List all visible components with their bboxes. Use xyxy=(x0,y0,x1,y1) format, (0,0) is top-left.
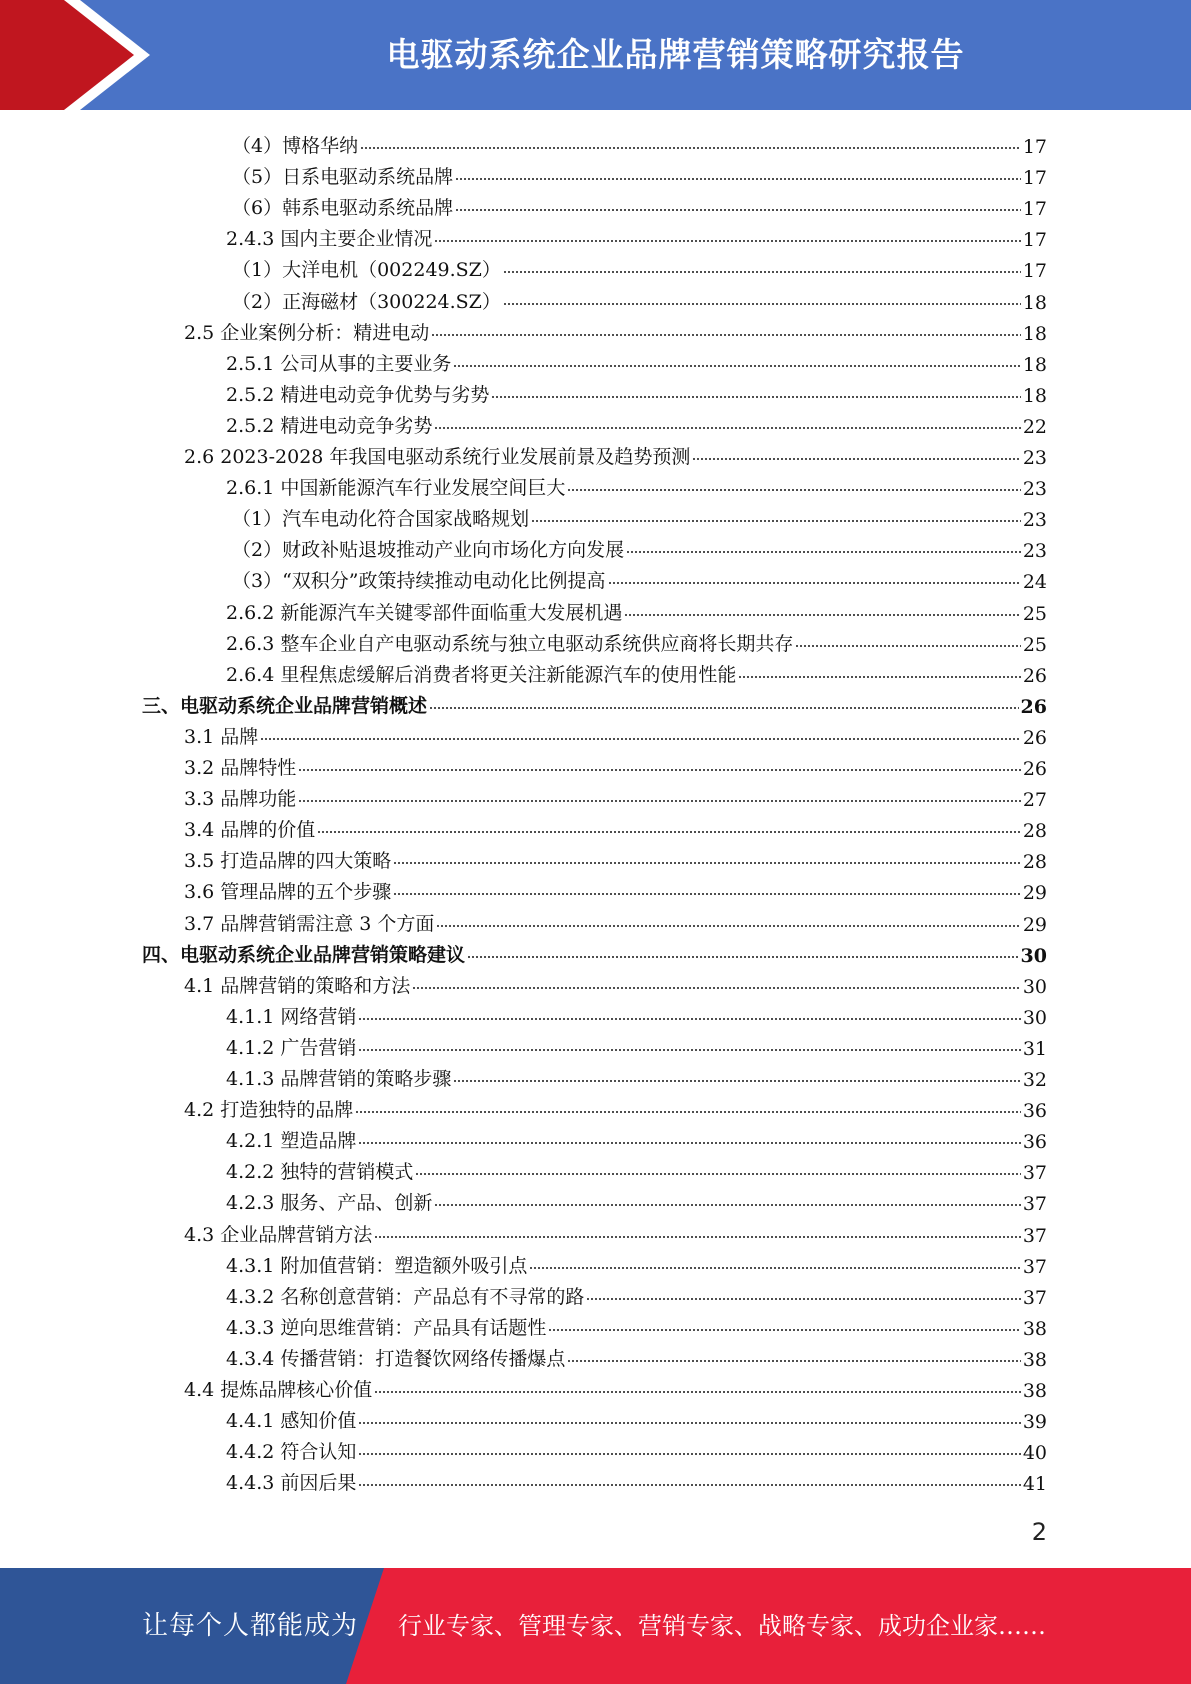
toc-dot-leader xyxy=(358,1047,1020,1053)
toc-dot-leader xyxy=(358,1140,1020,1146)
toc-entry-page: 18 xyxy=(1022,385,1047,407)
toc-dot-leader xyxy=(298,767,1021,773)
toc-entry-label: 2.6.2 新能源汽车关键零部件面临重大发展机遇 xyxy=(226,602,623,624)
toc-dot-leader xyxy=(415,1171,1020,1177)
toc-entry-page: 32 xyxy=(1022,1069,1047,1091)
toc-dot-leader xyxy=(529,1265,1020,1271)
toc-entry-label: 4.3.1 附加值营销：塑造额外吸引点 xyxy=(226,1255,528,1277)
toc-entry-label: 3.1 品牌 xyxy=(184,726,259,748)
toc-dot-leader xyxy=(586,1296,1020,1302)
toc-entry[interactable] xyxy=(184,1216,1047,1247)
toc-entry[interactable] xyxy=(226,220,1047,251)
toc-entry-label: 4.1.1 网络营销 xyxy=(226,1006,357,1028)
toc-entry-page: 40 xyxy=(1022,1442,1047,1464)
toc-entry-page: 41 xyxy=(1022,1473,1047,1495)
toc-entry-label: 2.4.3 国内主要企业情况 xyxy=(226,228,433,250)
toc-entry[interactable] xyxy=(226,1309,1047,1340)
toc-entry[interactable] xyxy=(226,1433,1047,1464)
toc-dot-leader xyxy=(692,456,1020,462)
toc-entry-page: 23 xyxy=(1022,447,1047,469)
toc-entry[interactable] xyxy=(142,687,1047,718)
toc-entry-label: 2.6.4 里程焦虑缓解后消费者将更关注新能源汽车的使用性能 xyxy=(226,664,737,686)
toc-entry-label: （1）大洋电机（002249.SZ） xyxy=(232,259,501,281)
toc-dot-leader xyxy=(626,549,1021,555)
toc-entry-page: 37 xyxy=(1022,1162,1047,1184)
toc-entry-label: 3.5 打造品牌的四大策略 xyxy=(184,850,392,872)
toc-dot-leader xyxy=(434,425,1020,431)
toc-entry-label: 4.1 品牌营销的策略和方法 xyxy=(184,975,411,997)
toc-dot-leader xyxy=(795,643,1020,649)
toc-entry[interactable] xyxy=(184,438,1047,469)
toc-entry[interactable] xyxy=(226,998,1047,1029)
toc-entry[interactable] xyxy=(232,127,1047,158)
toc-dot-leader xyxy=(429,705,1019,711)
toc-entry-label: 4.3.2 名称创意营销：产品总有不寻常的路 xyxy=(226,1286,585,1308)
toc-dot-leader xyxy=(455,176,1021,182)
toc-entry-page: 37 xyxy=(1022,1256,1047,1278)
toc-entry[interactable] xyxy=(226,1060,1047,1091)
toc-entry-page: 29 xyxy=(1022,882,1047,904)
toc-entry[interactable] xyxy=(226,469,1047,500)
toc-entry[interactable] xyxy=(184,811,1047,842)
toc-dot-leader xyxy=(360,145,1021,151)
toc-dot-leader xyxy=(453,1078,1020,1084)
toc-entry-page: 23 xyxy=(1022,478,1047,500)
toc-entry-label: 4.4.1 感知价值 xyxy=(226,1410,357,1432)
toc-entry-page: 27 xyxy=(1022,789,1047,811)
toc-entry[interactable] xyxy=(232,283,1047,314)
toc-entry[interactable] xyxy=(184,967,1047,998)
toc-dot-leader xyxy=(374,1234,1021,1240)
toc-entry-label: 4.3.4 传播营销：打造餐饮网络传播爆点 xyxy=(226,1348,566,1370)
toc-entry-label: 2.5 企业案例分析：精进电动 xyxy=(184,322,430,344)
toc-entry-label: 4.1.2 广告营销 xyxy=(226,1037,357,1059)
toc-entry-page: 24 xyxy=(1022,571,1047,593)
toc-entry-page: 30 xyxy=(1020,945,1047,967)
toc-dot-leader xyxy=(355,1109,1021,1115)
toc-entry[interactable] xyxy=(184,749,1047,780)
toc-entry[interactable] xyxy=(226,656,1047,687)
toc-entry[interactable] xyxy=(226,1402,1047,1433)
toc-dot-leader xyxy=(393,860,1021,866)
toc-entry-page: 22 xyxy=(1022,416,1047,438)
toc-dot-leader xyxy=(358,1451,1020,1457)
toc-dot-leader xyxy=(317,829,1021,835)
toc-entry-page: 17 xyxy=(1022,260,1047,282)
toc-entry-label: 2.6 2023-2028 年我国电驱动系统行业发展前景及趋势预测 xyxy=(184,446,691,468)
toc-entry-label: 3.2 品牌特性 xyxy=(184,757,297,779)
toc-entry-label: 三、电驱动系统企业品牌营销概述 xyxy=(142,695,428,717)
toc-entry-label: 2.5.1 公司从事的主要业务 xyxy=(226,353,452,375)
toc-entry-label: 2.5.2 精进电动竞争劣势 xyxy=(226,415,433,437)
footer-banner xyxy=(0,1568,1191,1684)
toc-dot-leader xyxy=(358,1016,1020,1022)
toc-dot-leader xyxy=(503,269,1021,275)
toc-dot-leader xyxy=(567,1358,1020,1364)
toc-dot-leader xyxy=(436,923,1020,929)
toc-entry[interactable] xyxy=(226,1153,1047,1184)
toc-entry-page: 29 xyxy=(1022,914,1047,936)
toc-entry-page: 30 xyxy=(1022,1007,1047,1029)
toc-entry-label: 3.6 管理品牌的五个步骤 xyxy=(184,881,392,903)
toc-entry-page: 17 xyxy=(1022,198,1047,220)
toc-entry-label: 3.3 品牌功能 xyxy=(184,788,297,810)
toc-entry[interactable] xyxy=(226,1247,1047,1278)
toc-dot-leader xyxy=(491,394,1020,400)
toc-entry[interactable] xyxy=(226,345,1047,376)
toc-entry-label: 4.3.3 逆向思维营销：产品具有话题性 xyxy=(226,1317,547,1339)
toc-entry-page: 36 xyxy=(1022,1131,1047,1153)
toc-entry-page: 28 xyxy=(1022,820,1047,842)
toc-entry-label: （2）财政补贴退坡推动产业向市场化方向发展 xyxy=(232,539,625,561)
toc-entry[interactable] xyxy=(232,189,1047,220)
header-banner xyxy=(0,0,1191,110)
toc-entry-label: 4.3 企业品牌营销方法 xyxy=(184,1224,373,1246)
toc-entry-page: 38 xyxy=(1022,1380,1047,1402)
toc-entry-page: 18 xyxy=(1022,354,1047,376)
toc-dot-leader xyxy=(298,798,1021,804)
toc-entry-page: 26 xyxy=(1020,696,1047,718)
document-title: 电驱动系统企业品牌营销策略研究报告 xyxy=(386,35,965,74)
toc-entry-label: （3）“双积分”政策持续推动电动化比例提高 xyxy=(232,570,606,592)
toc-entry-label: （1）汽车电动化符合国家战略规划 xyxy=(232,508,530,530)
toc-entry[interactable] xyxy=(184,1091,1047,1122)
toc-entry[interactable] xyxy=(184,1371,1047,1402)
header-red-chevron xyxy=(0,0,134,110)
toc-entry-page: 26 xyxy=(1022,727,1047,749)
toc-dot-leader xyxy=(453,363,1020,369)
toc-entry-label: 4.1.3 品牌营销的策略步骤 xyxy=(226,1068,452,1090)
toc-entry-label: （2）正海磁材（300224.SZ） xyxy=(232,291,501,313)
toc-entry-page: 36 xyxy=(1022,1100,1047,1122)
toc-dot-leader xyxy=(503,301,1021,307)
toc-entry[interactable] xyxy=(226,376,1047,407)
toc-entry-page: 17 xyxy=(1022,167,1047,189)
toc-entry[interactable] xyxy=(232,562,1047,593)
toc-entry-page: 37 xyxy=(1022,1287,1047,1309)
toc-dot-leader xyxy=(358,1482,1020,1488)
toc-entry-page: 37 xyxy=(1022,1225,1047,1247)
toc-entry[interactable] xyxy=(232,251,1047,282)
toc-dot-leader xyxy=(434,1202,1020,1208)
footer-roles: 行业专家、管理专家、营销专家、战略专家、成功企业家…… xyxy=(398,1612,1046,1640)
toc-entry-page: 25 xyxy=(1022,634,1047,656)
toc-dot-leader xyxy=(374,1389,1021,1395)
toc-entry-label: 3.4 品牌的价值 xyxy=(184,819,316,841)
toc-dot-leader xyxy=(531,518,1021,524)
toc-entry-label: 四、电驱动系统企业品牌营销策略建议 xyxy=(142,944,466,966)
toc-entry-label: 4.2 打造独特的品牌 xyxy=(184,1099,354,1121)
toc-entry-page: 18 xyxy=(1022,292,1047,314)
toc-entry[interactable] xyxy=(226,1029,1047,1060)
toc-entry[interactable] xyxy=(226,594,1047,625)
toc-entry-label: 2.6.1 中国新能源汽车行业发展空间巨大 xyxy=(226,477,566,499)
toc-entry-page: 39 xyxy=(1022,1411,1047,1433)
toc-dot-leader xyxy=(467,954,1019,960)
toc-entry-label: （4）博格华纳 xyxy=(232,135,359,157)
toc-entry[interactable] xyxy=(226,1184,1047,1215)
toc-dot-leader xyxy=(358,1420,1020,1426)
toc-dot-leader xyxy=(608,580,1021,586)
toc-entry-page: 38 xyxy=(1022,1349,1047,1371)
toc-entry-page: 17 xyxy=(1022,136,1047,158)
toc-entry-page: 25 xyxy=(1022,603,1047,625)
toc-entry[interactable] xyxy=(232,158,1047,189)
toc-dot-leader xyxy=(455,207,1021,213)
toc-entry-page: 26 xyxy=(1022,665,1047,687)
footer-slogan: 让每个人都能成为 xyxy=(142,1611,359,1641)
toc-entry-page: 37 xyxy=(1022,1193,1047,1215)
toc-entry[interactable] xyxy=(142,936,1047,967)
toc-entry-page: 26 xyxy=(1022,758,1047,780)
toc-entry[interactable] xyxy=(184,718,1047,749)
toc-entry-page: 23 xyxy=(1022,509,1047,531)
toc-entry[interactable] xyxy=(184,780,1047,811)
toc-entry-label: 2.6.3 整车企业自产电驱动系统与独立电驱动系统供应商将长期共存 xyxy=(226,633,794,655)
toc-dot-leader xyxy=(567,487,1020,493)
toc-dot-leader xyxy=(548,1327,1020,1333)
page-number: 2 xyxy=(1031,1518,1047,1546)
toc-entry-label: （5）日系电驱动系统品牌 xyxy=(232,166,454,188)
toc-entry-label: 4.2.3 服务、产品、创新 xyxy=(226,1192,433,1214)
toc-dot-leader xyxy=(412,985,1021,991)
toc-entry-label: 4.2.2 独特的营销模式 xyxy=(226,1161,414,1183)
toc-entry[interactable] xyxy=(184,314,1047,345)
toc-entry-label: 2.5.2 精进电动竞争优势与劣势 xyxy=(226,384,490,406)
toc-entry-page: 23 xyxy=(1022,540,1047,562)
toc-entry[interactable] xyxy=(226,1340,1047,1371)
toc-entry-page: 38 xyxy=(1022,1318,1047,1340)
toc-dot-leader xyxy=(738,674,1020,680)
toc-entry[interactable] xyxy=(226,1464,1047,1495)
toc-entry[interactable] xyxy=(226,407,1047,438)
toc-entry[interactable] xyxy=(184,905,1047,936)
toc-entry-label: 4.4.3 前因后果 xyxy=(226,1472,357,1494)
toc-entry-label: 3.7 品牌营销需注意 3 个方面 xyxy=(184,913,435,935)
toc-entry-label: 4.2.1 塑造品牌 xyxy=(226,1130,357,1152)
toc-entry[interactable] xyxy=(226,625,1047,656)
toc-entry[interactable] xyxy=(232,500,1047,531)
toc-entry[interactable] xyxy=(184,842,1047,873)
toc-entry-page: 28 xyxy=(1022,851,1047,873)
toc-entry-page: 17 xyxy=(1022,229,1047,251)
toc-entry-label: 4.4.2 符合认知 xyxy=(226,1441,357,1463)
toc-entry[interactable] xyxy=(226,1122,1047,1153)
toc-entry-page: 31 xyxy=(1022,1038,1047,1060)
toc-dot-leader xyxy=(393,891,1021,897)
toc-dot-leader xyxy=(624,612,1020,618)
toc-entry[interactable] xyxy=(226,1278,1047,1309)
toc-dot-leader xyxy=(431,332,1021,338)
toc-dot-leader xyxy=(434,238,1020,244)
toc-entry-page: 18 xyxy=(1022,323,1047,345)
toc-entry-label: （6）韩系电驱动系统品牌 xyxy=(232,197,454,219)
toc-entry[interactable] xyxy=(232,531,1047,562)
toc-dot-leader xyxy=(260,736,1021,742)
toc-entry[interactable] xyxy=(184,873,1047,904)
toc-entry-page: 30 xyxy=(1022,976,1047,998)
toc-entry-label: 4.4 提炼品牌核心价值 xyxy=(184,1379,373,1401)
